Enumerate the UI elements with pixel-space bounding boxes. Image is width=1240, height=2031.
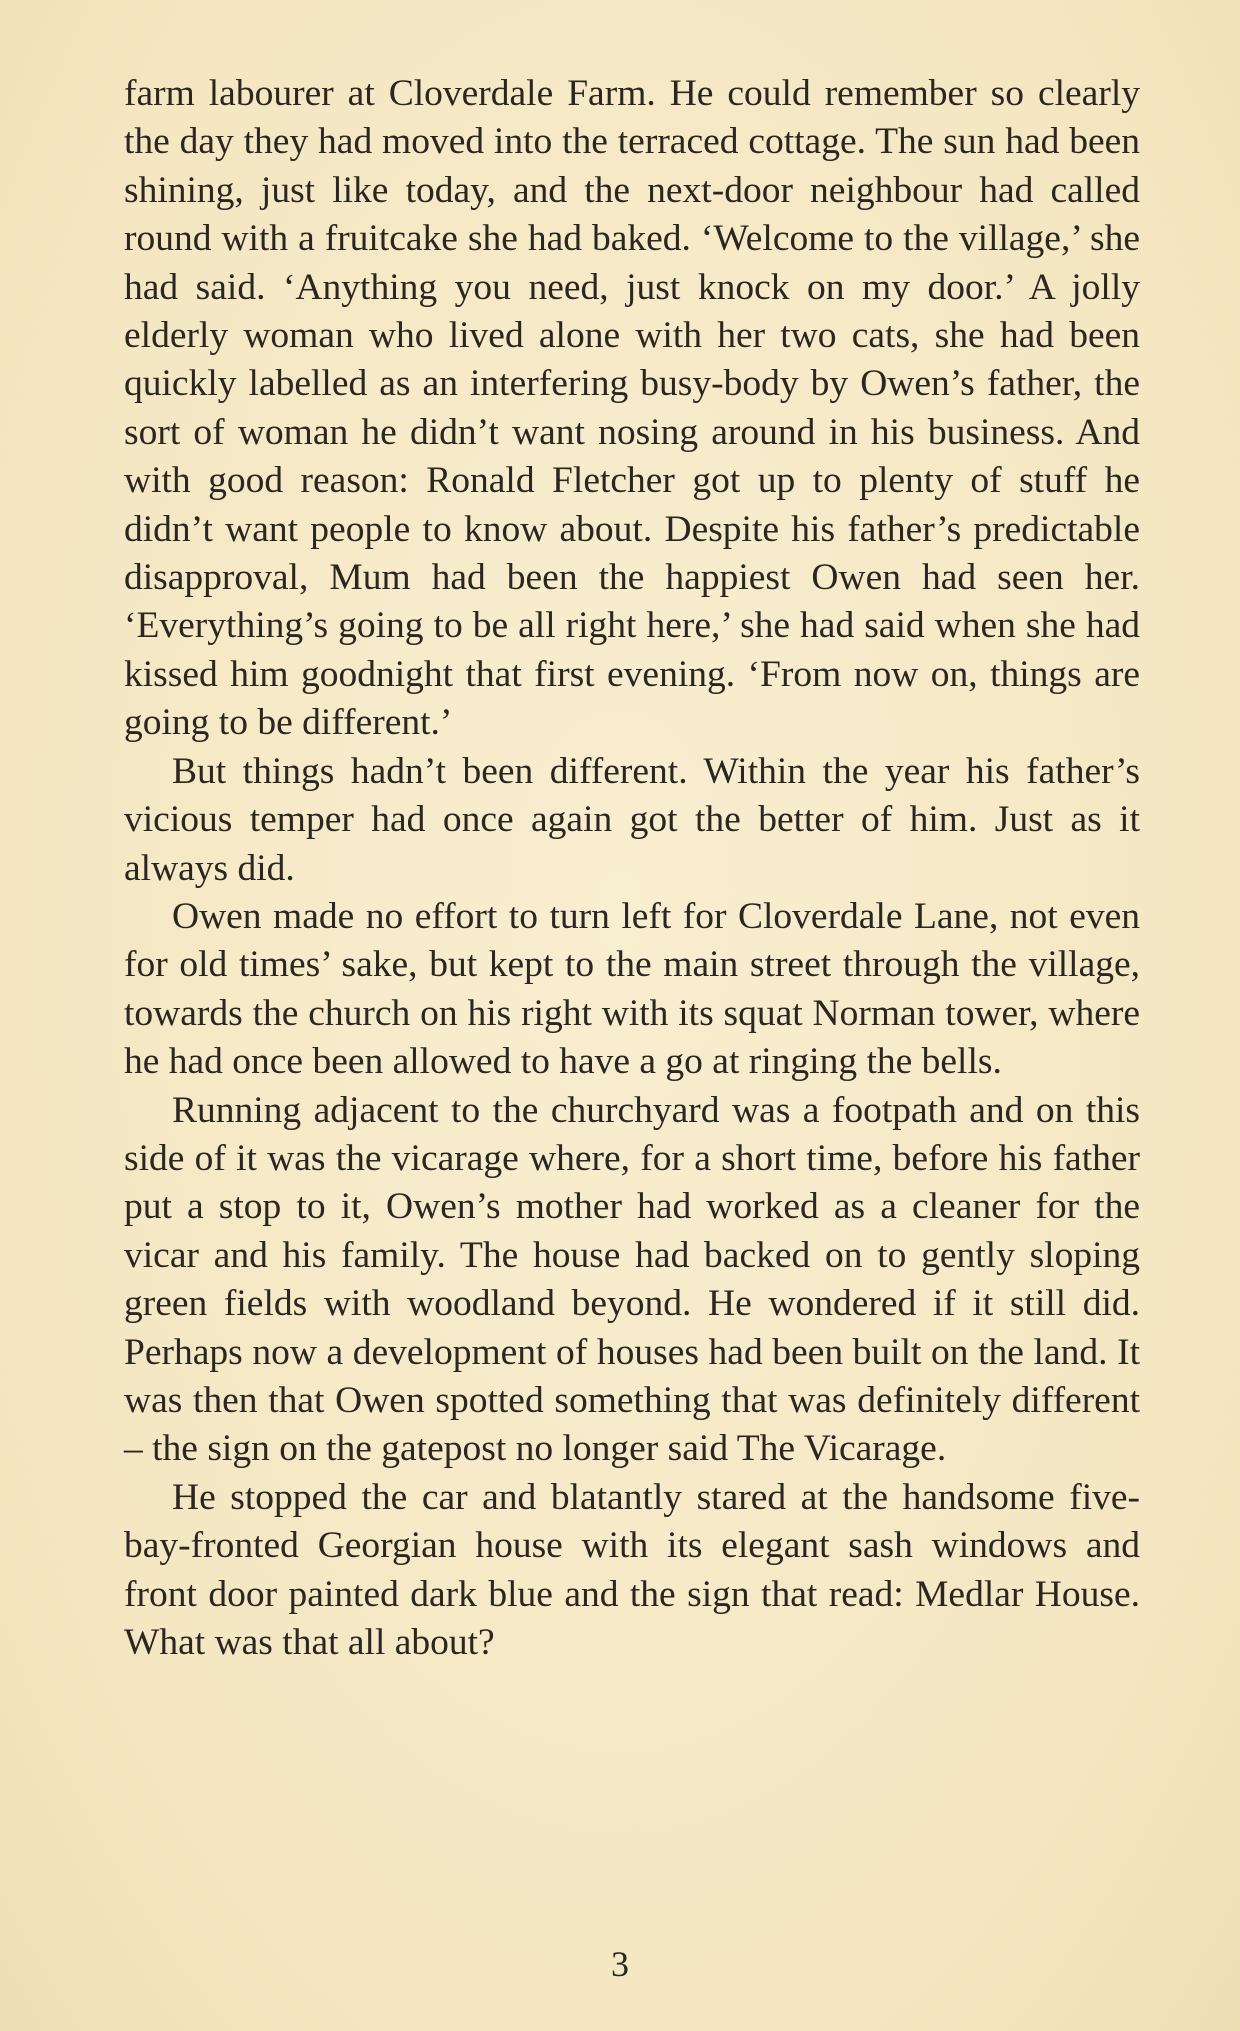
paragraph: farm labourer at Cloverdale Farm. He could remember so clearly the day they had moved into the terraced cottage. The sun had been shining, just like today, and the next-door neighbour had called round with a fruitcake she had baked. ‘Welcome to the village,’ she had said. ‘Anything you need, just knock on my door.’ A jolly elderly woman who lived alone with her two cats, she had been quickly labelled as an interfering busy-body by Owen’s father, the sort of woman he didn’t want nosing around in his business. And with good reason: Ronald Fletcher got up to plenty of stuff he didn’t want people to know about. Despite his father’s predictable disapproval, Mum had been the happiest Owen had seen her. ‘Everything’s going to be all right here,’ she had said when she had kissed him goodnight that first evening. ‘From now on, things are going to be different.’ (124, 73, 1140, 744)
paragraph: Owen made no effort to turn left for Cloverdale Lane, not even for old times’ sake, but kept to the main street through the village, towards the church on his right with its squat Norman tower, where he had once been allowed to have a go at ringing the bells. (124, 895, 1140, 1083)
paragraph: Running adjacent to the churchyard was a footpath and on this side of it was the vicarage where, for a short time, before his father put a stop to it, Owen’s mother had worked as a cleaner for the vicar and his family. The house had backed on to gently sloping green fields with woodland beyond. He wondered if it still did. Perhaps now a development of houses had been built on the land. It was then that Owen spotted something that was definitely different – the sign on the gatepost no longer said The Vicarage. (124, 1089, 1140, 1470)
paragraph: He stopped the car and blatantly stared at the handsome five-bay-fronted Georgian house with its elegant sash windows and front door painted dark blue and the sign that read: Medlar House. What was that all about? (124, 1476, 1140, 1663)
page-number: 3 (611, 1944, 629, 1984)
paragraph: But things hadn’t been different. Within the year his father’s vicious temper had once again got the better of him. Just as it always did. (124, 750, 1140, 889)
body-text (124, 70, 1140, 1667)
